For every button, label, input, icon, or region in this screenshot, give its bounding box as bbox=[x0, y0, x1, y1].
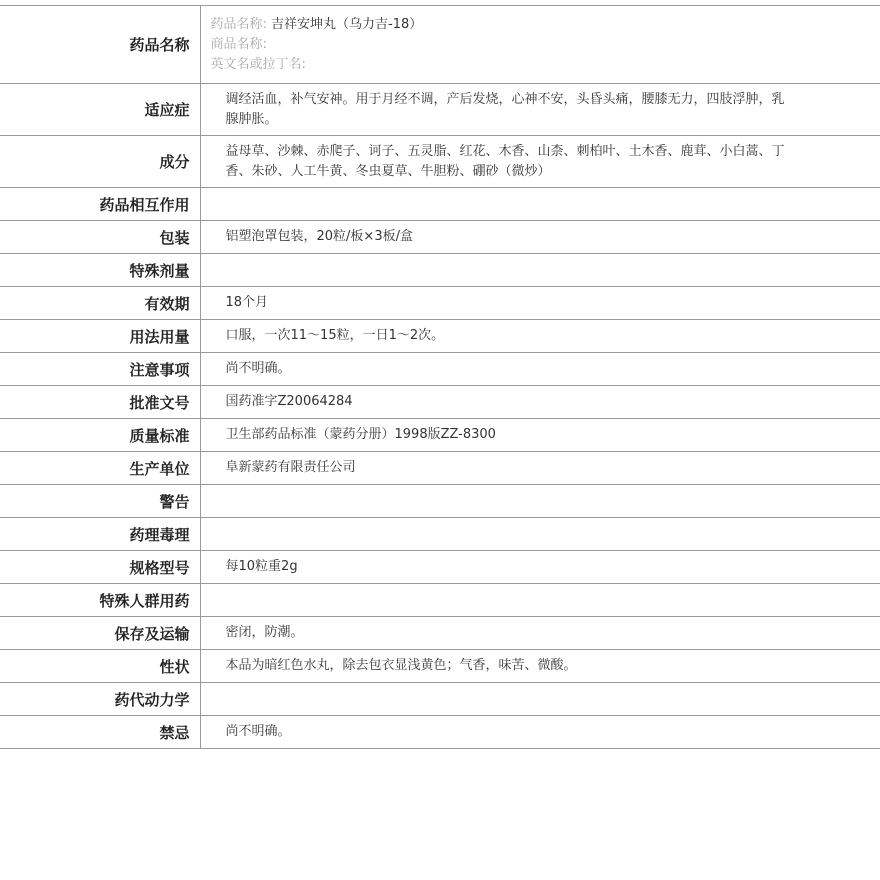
row-label: 用法用量 bbox=[0, 320, 200, 353]
latin-name-key: 英文名或拉丁名: bbox=[210, 56, 306, 72]
row-value: 益母草、沙棘、赤爬子、诃子、五灵脂、红花、木香、山柰、刺柏叶、土木香、鹿茸、小白蒿、丁香、朱砂、人工牛黄、冬虫夏草、牛胆粉、硼砂（微炒） bbox=[200, 136, 880, 188]
drug-info-body bbox=[0, 6, 880, 749]
table-row bbox=[0, 617, 880, 650]
table-row bbox=[0, 353, 880, 386]
row-label: 特殊人群用药 bbox=[0, 584, 200, 617]
row-label: 质量标准 bbox=[0, 419, 200, 452]
row-value: 18个月 bbox=[200, 287, 880, 320]
row-value: 调经活血，补气安神。用于月经不调，产后发烧，心神不安，头昏头痛，腰膝无力，四肢浮肿，乳腺肿胀。 bbox=[200, 84, 880, 136]
row-label: 保存及运输 bbox=[0, 617, 200, 650]
row-label: 规格型号 bbox=[0, 551, 200, 584]
table-row bbox=[0, 518, 880, 551]
table-row bbox=[0, 188, 880, 221]
row-label: 药理毒理 bbox=[0, 518, 200, 551]
table-row bbox=[0, 320, 880, 353]
row-value bbox=[200, 518, 880, 551]
table-row bbox=[0, 485, 880, 518]
row-label: 注意事项 bbox=[0, 353, 200, 386]
row-value: 每10粒重2g bbox=[200, 551, 880, 584]
row-label: 生产单位 bbox=[0, 452, 200, 485]
row-value bbox=[200, 485, 880, 518]
row-label: 药代动力学 bbox=[0, 683, 200, 716]
table-row bbox=[0, 386, 880, 419]
table-row bbox=[0, 551, 880, 584]
row-value: 尚不明确。 bbox=[200, 716, 880, 749]
row-value bbox=[200, 6, 880, 84]
row-label: 禁忌 bbox=[0, 716, 200, 749]
generic-name-key: 药品名称: bbox=[210, 16, 267, 32]
latin-name-line bbox=[211, 55, 786, 75]
row-label: 药品名称 bbox=[0, 6, 200, 84]
row-label: 警告 bbox=[0, 485, 200, 518]
table-row bbox=[0, 84, 880, 136]
row-value bbox=[200, 188, 880, 221]
table-row bbox=[0, 287, 880, 320]
row-value: 国药准字Z20064284 bbox=[200, 386, 880, 419]
row-label: 包装 bbox=[0, 221, 200, 254]
trade-name-line bbox=[211, 35, 786, 55]
table-row bbox=[0, 452, 880, 485]
row-value bbox=[200, 584, 880, 617]
generic-name-value: 吉祥安坤丸（乌力吉-18） bbox=[271, 16, 423, 32]
table-row bbox=[0, 650, 880, 683]
row-value bbox=[200, 683, 880, 716]
table-row bbox=[0, 716, 880, 749]
row-value: 密闭，防潮。 bbox=[200, 617, 880, 650]
row-value: 口服，一次11～15粒，一日1～2次。 bbox=[200, 320, 880, 353]
row-label: 特殊剂量 bbox=[0, 254, 200, 287]
row-value: 尚不明确。 bbox=[200, 353, 880, 386]
row-drug-name bbox=[0, 6, 880, 84]
table-row bbox=[0, 419, 880, 452]
row-label: 性状 bbox=[0, 650, 200, 683]
trade-name-key: 商品名称: bbox=[210, 36, 267, 52]
row-label: 有效期 bbox=[0, 287, 200, 320]
table-row bbox=[0, 254, 880, 287]
table-row bbox=[0, 221, 880, 254]
table-row bbox=[0, 683, 880, 716]
row-value: 卫生部药品标准（蒙药分册）1998版ZZ-8300 bbox=[200, 419, 880, 452]
row-label: 成分 bbox=[0, 136, 200, 188]
table-row bbox=[0, 136, 880, 188]
row-label: 批准文号 bbox=[0, 386, 200, 419]
drug-info-table bbox=[0, 5, 880, 749]
row-value bbox=[200, 254, 880, 287]
row-value: 铝塑泡罩包装，20粒/板×3板/盒 bbox=[200, 221, 880, 254]
row-label: 适应症 bbox=[0, 84, 200, 136]
row-value: 本品为暗红色水丸，除去包衣显浅黄色；气香，味苦、微酸。 bbox=[200, 650, 880, 683]
table-row bbox=[0, 584, 880, 617]
row-label: 药品相互作用 bbox=[0, 188, 200, 221]
row-value: 阜新蒙药有限责任公司 bbox=[200, 452, 880, 485]
generic-name-line bbox=[211, 15, 786, 35]
